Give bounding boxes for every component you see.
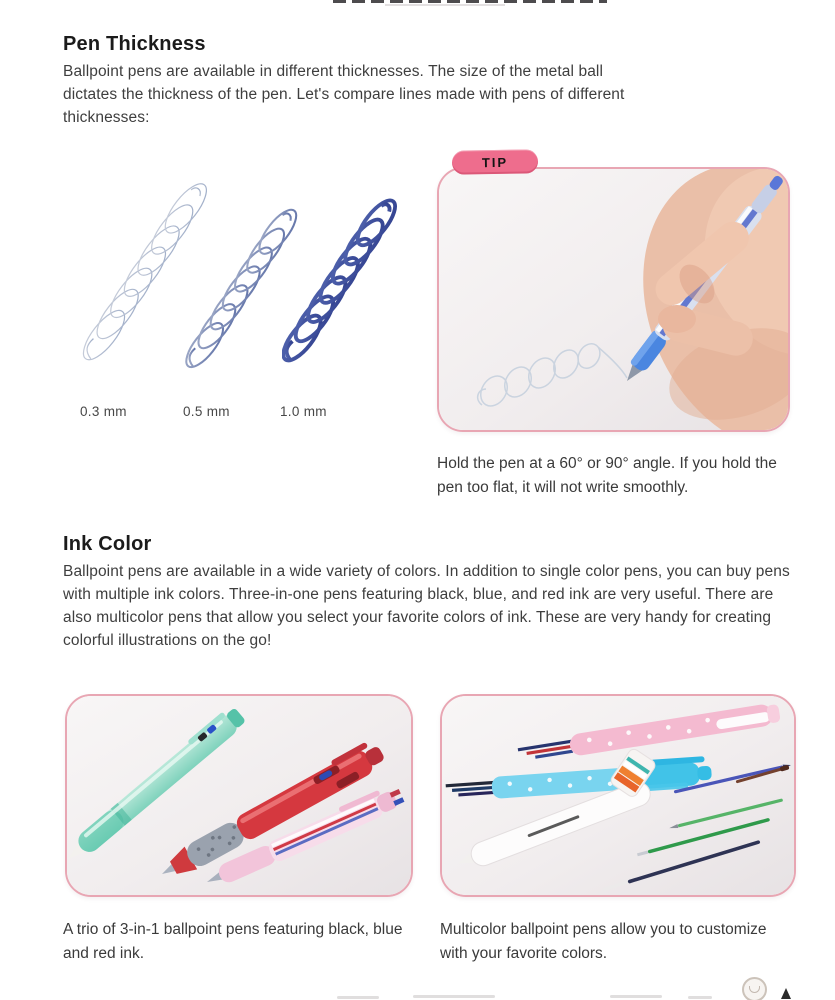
bottom-cutoff-mark xyxy=(610,995,662,998)
bottom-cutoff-mark xyxy=(688,996,712,999)
smiley-mouth xyxy=(749,986,760,993)
label-0.3mm: 0.3 mm xyxy=(80,404,127,419)
cutoff-letter-mark xyxy=(781,988,791,999)
multicolor-pens-photo-frame xyxy=(440,694,796,897)
ink-color-heading: Ink Color xyxy=(63,533,152,555)
bottom-cutoff-mark xyxy=(413,995,495,998)
pen-thickness-paragraph: Ballpoint pens are available in different thicknesses. The size of the metal ball dictates the thickness of the pen. Let's compare lines made with pens of different thicknesses: xyxy=(63,63,625,126)
scribble-1.0mm xyxy=(282,186,402,378)
label-0.5mm: 0.5 mm xyxy=(183,404,230,419)
tip-photo-hand-writing xyxy=(439,169,788,430)
trio-pens-photo-frame xyxy=(65,694,413,897)
tip-photo-frame xyxy=(437,167,790,432)
multicolor-pens-caption: Multicolor ballpoint pens allow you to customize with your favorite colors. xyxy=(440,921,767,962)
tip-caption: Hold the pen at a 60° or 90° angle. If you hold the pen too flat, it will not write smoothly. xyxy=(437,455,777,496)
bottom-cutoff-mark xyxy=(337,996,379,999)
label-1.0mm: 1.0 mm xyxy=(280,404,327,419)
ink-color-paragraph: Ballpoint pens are available in a wide variety of colors. In addition to single color pens, you can buy pens with multiple ink colors. Three-in-one pens featuring black, blue, and red ink are very useful. There are also multicolor pens that allow you select your favorite colors of ink. These are very handy for creating colorful illustrations on the go! xyxy=(63,563,790,649)
trio-pens-photo xyxy=(67,696,411,895)
tip-tag: TIP xyxy=(452,149,538,174)
trio-pens-caption: A trio of 3-in-1 ballpoint pens featuring black, blue and red ink. xyxy=(63,921,403,962)
top-cutoff-text-sliver xyxy=(333,0,607,3)
pen-thickness-heading: Pen Thickness xyxy=(63,33,206,55)
multicolor-pens-photo xyxy=(442,696,794,895)
top-cutoff-faint-line xyxy=(385,4,505,6)
smiley-face-icon xyxy=(742,977,767,1000)
